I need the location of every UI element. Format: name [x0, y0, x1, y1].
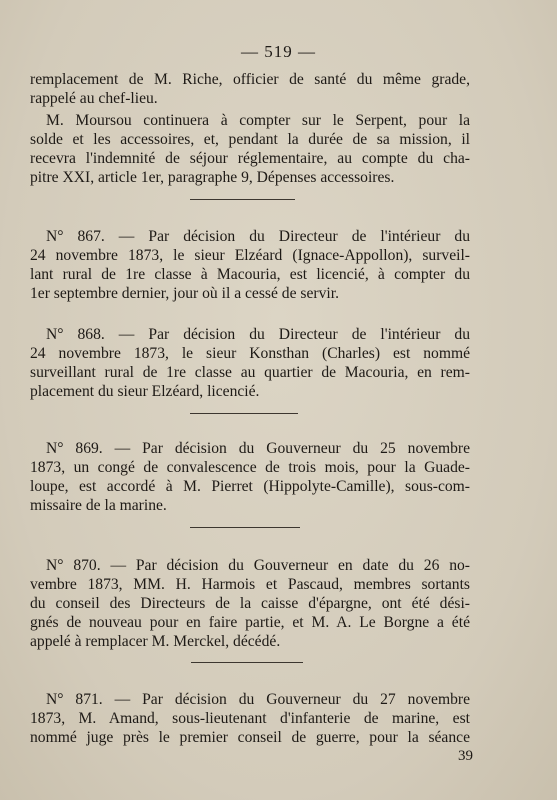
text-line: solde et les accessoires, et, pendant la durée de sa mission, il [30, 131, 470, 148]
text-line: N° 871. — Par décision du Gouverneur du 27 novembre [46, 691, 470, 708]
text-line: 1873, un congé de convalescence de trois mois, pour la Guade- [30, 459, 470, 476]
text-line: placement du sieur Elzéard, licencié. [30, 383, 260, 400]
paragraph-decision-871 [30, 690, 470, 747]
signature-mark: 39 [458, 748, 473, 764]
section-separator [190, 413, 298, 414]
section-separator [190, 199, 295, 200]
paragraph-decision-870 [30, 556, 470, 651]
text-line: N° 867. — Par décision du Directeur de l'intérieur du [46, 228, 470, 245]
text-line: N° 869. — Par décision du Gouverneur du 25 novembre [46, 440, 470, 457]
text-line: pitre XXI, article 1er, paragraphe 9, Dépenses accessoires. [30, 169, 395, 186]
text-line: N° 870. — Par décision du Gouverneur en date du 26 no- [46, 557, 470, 574]
paragraph-decision-868 [30, 325, 470, 401]
text-line: missaire de la marine. [30, 497, 167, 514]
text-line: 24 novembre 1873, le sieur Elzéard (Ignace-Appollon), surveil- [30, 247, 470, 264]
text-line: appelé à remplacer M. Merckel, décédé. [30, 633, 281, 650]
text-line: surveillant rural de 1re classe au quartier de Macouria, en rem- [30, 364, 470, 381]
text-line: 1873, M. Amand, sous-lieutenant d'infanterie de marine, est [30, 710, 470, 727]
text-line: remplacement de M. Riche, officier de santé du même grade, [30, 71, 470, 88]
text-line: du conseil des Directeurs de la caisse d'épargne, ont été dési- [30, 595, 470, 612]
paragraph-moursou [30, 111, 470, 187]
paragraph-continuation [30, 70, 470, 108]
section-separator [191, 662, 303, 663]
text-line: M. Moursou continuera à compter sur le Serpent, pour la [46, 112, 470, 129]
text-line: N° 868. — Par décision du Directeur de l'intérieur du [46, 326, 470, 343]
text-line: 1er septembre dernier, jour où il a cessé de servir. [30, 285, 339, 302]
text-line: lant rural de 1re classe à Macouria, est licencié, à compter du [30, 266, 470, 283]
text-line: gnés de nouveau pour en faire partie, et M. A. Le Borgne a été [30, 614, 470, 631]
section-separator [190, 527, 300, 528]
paragraph-decision-869 [30, 439, 470, 515]
text-line: recevra l'indemnité de séjour réglementaire, au compte du cha- [30, 150, 470, 167]
text-line: vembre 1873, MM. H. Harmois et Pascaud, membres sortants [30, 576, 470, 593]
text-line: loupe, est accordé à M. Pierret (Hippolyte-Camille), sous-com- [30, 478, 470, 495]
text-line: 24 novembre 1873, le sieur Konsthan (Charles) est nommé [30, 345, 470, 362]
paragraph-decision-867 [30, 227, 470, 303]
text-line: rappelé au chef-lieu. [30, 90, 158, 107]
text-line: nommé juge près le premier conseil de guerre, pour la séance [30, 729, 470, 746]
page-number-header: — 519 — [241, 42, 316, 61]
